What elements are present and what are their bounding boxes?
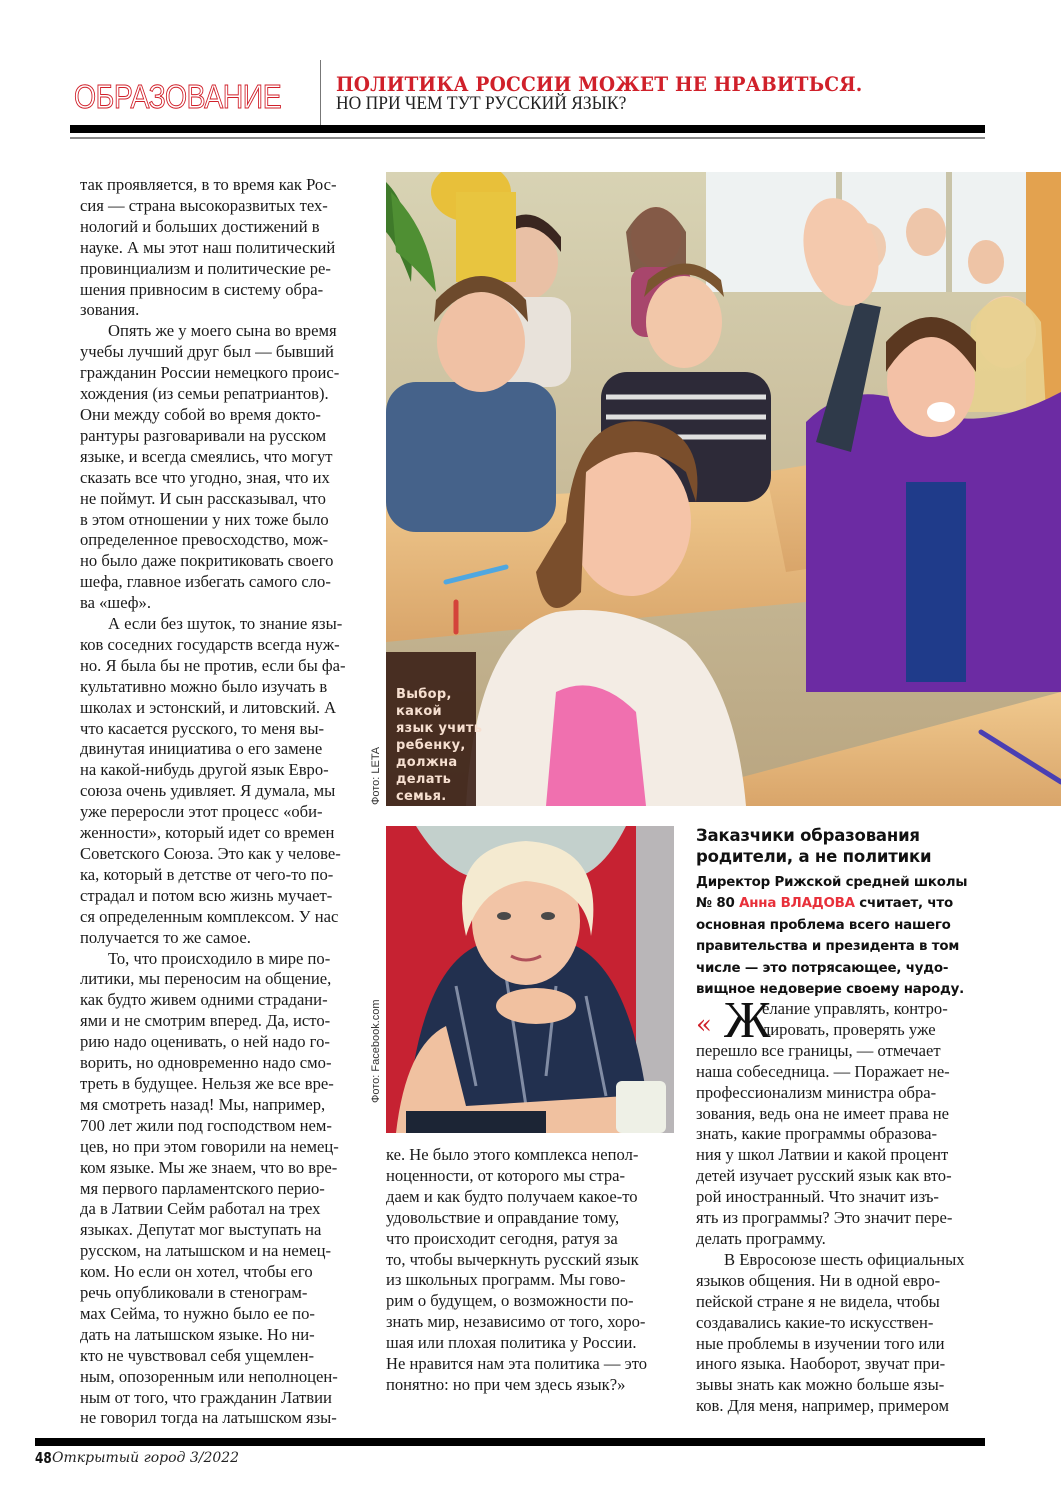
- text-line: В Евросоюзе шесть официальных: [724, 1249, 965, 1269]
- heading-line: родители, а не политики: [696, 847, 932, 866]
- text-line: ке. Не было этого комплекса непол-: [386, 1145, 639, 1164]
- text-line: шая или плохая политика у России.: [386, 1333, 637, 1353]
- text-line: удовольствие и оправдание тому,: [386, 1207, 620, 1227]
- text-line: ями и не смотрим вперед. Да, исто-: [80, 1011, 331, 1031]
- text-line: ков. Для меня, например, примером: [696, 1396, 949, 1416]
- text-line: языках. Депутат мог выступать на: [80, 1220, 322, 1240]
- text-line: хождения (из семьи репатриантов).: [80, 384, 329, 404]
- caption-line: Выбор,: [396, 687, 452, 702]
- text-line: ным от того, что гражданин Латвии: [80, 1387, 332, 1407]
- text-line: Не нравится нам эта политика — это: [386, 1354, 648, 1374]
- text-line: но было даже покритиковать своего: [80, 551, 334, 571]
- article-column-1: [80, 175, 370, 1429]
- text-line: школах и эстонский, и литовский. А: [80, 697, 337, 717]
- headline-line-2: НО ПРИ ЧЕМ ТУТ РУССКИЙ ЯЗЫК?: [336, 93, 627, 114]
- caption-line: ребенку,: [396, 738, 466, 753]
- photo-credit-leta: Фото: LETA: [370, 746, 382, 805]
- interview-lead: [696, 872, 967, 1000]
- classroom-photo: [386, 172, 1061, 806]
- director-photo: [386, 826, 674, 1133]
- text-line: шения привносим в систему обра-: [80, 279, 324, 299]
- photo-credit-facebook: Фото: Facebook.com: [370, 999, 382, 1103]
- text-line: понятно: но при чем здесь язык?»: [386, 1374, 626, 1394]
- page-number: 48: [35, 1449, 52, 1467]
- text-line: создавались какие-то искусствен-: [696, 1312, 934, 1332]
- text-line: мя первого парламентского перио-: [80, 1178, 325, 1198]
- text-line: в этом отношении у них тоже было: [80, 509, 329, 529]
- text-line: ком языке. Мы же знаем, что во вре-: [80, 1157, 338, 1177]
- paragraph: [80, 949, 370, 1430]
- text-line: пейской стране я не видела, чтобы: [696, 1291, 940, 1311]
- text-line: лировать, проверять уже: [762, 1019, 936, 1039]
- header-divider: [320, 60, 321, 126]
- section-title: ОБРАЗОВАНИЕ: [74, 78, 282, 115]
- text-line: профессионализм министра обра-: [696, 1082, 937, 1102]
- text-line: рой иностранный. Что значит изъ-: [696, 1187, 939, 1207]
- text-line: ком. Но если он хотел, чтобы его: [80, 1262, 313, 1282]
- paragraph: [80, 321, 370, 614]
- text-line: То, что происходило в мире по-: [108, 948, 331, 968]
- text-line: определенное превосходство, мож-: [80, 530, 329, 550]
- interviewee-name: Анна ВЛАДОВА: [739, 896, 855, 912]
- text-line: из школьных программ. Мы гово-: [386, 1270, 626, 1290]
- text-line: рантуры разговаривали на русском: [80, 425, 327, 445]
- lead-line: числе — это потрясающее, чудо-: [696, 960, 949, 976]
- text-line: языков общения. Ни в одной евро-: [696, 1270, 941, 1290]
- text-line: как будто живем одними страдани-: [80, 990, 328, 1010]
- paragraph: [696, 1250, 986, 1417]
- text-line: страдал и потом всю жизнь мучает-: [80, 885, 333, 905]
- text-line: то, чтобы вычеркнуть русский язык: [386, 1249, 639, 1269]
- text-line: знать, какие программы образова-: [696, 1124, 938, 1144]
- header-rule-thick: [70, 125, 985, 133]
- text-line: 700 лет жили под господством нем-: [80, 1115, 332, 1135]
- magazine-issue: Открытый город 3/2022: [52, 1450, 240, 1466]
- text-line: кто не чувствовал себя ущемлен-: [80, 1345, 315, 1365]
- lead-line: вищное недоверие своему народу.: [696, 982, 965, 998]
- caption-line: делать: [396, 772, 452, 787]
- text-line: наша собеседница. — Поражает не-: [696, 1061, 950, 1081]
- text-line: ка, который в детстве от чего-то по-: [80, 864, 334, 884]
- text-line: зования, ведь она не имеет права не: [696, 1103, 949, 1123]
- text-line: языке, и всегда смеялись, что могут: [80, 446, 333, 466]
- text-line: речь опубликовали в стенограм-: [80, 1283, 308, 1303]
- text-line: литики, мы переносим на общение,: [80, 969, 332, 989]
- school-number: № 80: [696, 896, 735, 912]
- text-line: зывы знать как можно больше язы-: [696, 1375, 945, 1395]
- text-line: мя смотреть назад! Мы, например,: [80, 1094, 326, 1114]
- paragraph: [80, 175, 370, 321]
- text-line: шефа, главное избегать самого сло-: [80, 572, 331, 592]
- text-line: ния у школ Латвии и какой процент: [696, 1145, 949, 1165]
- text-line: елание управлять, контро-: [762, 999, 948, 1018]
- text-line: ноценности, от которого мы стра-: [386, 1165, 626, 1185]
- header-rule-thin: [70, 137, 985, 139]
- article-column-2: [386, 1145, 676, 1396]
- classroom-illustration: [386, 172, 1061, 806]
- text-line: ворить, но одновременно надо смо-: [80, 1053, 332, 1073]
- footer-rule: [35, 1438, 985, 1446]
- lead-line: правительства и президента в том: [696, 939, 960, 955]
- text-line: ные проблемы в изучении того или: [696, 1333, 945, 1353]
- text-line: ным, опозоренным или неполноцен-: [80, 1366, 338, 1386]
- text-line: ять из программы? Это значит пере-: [696, 1208, 953, 1228]
- quote-opening: [696, 992, 986, 1049]
- text-line: двинутая инициатива о его замене: [80, 739, 323, 759]
- text-line: мах Сейма, то нужно было ее по-: [80, 1303, 315, 1323]
- text-line: провинциализм и политические ре-: [80, 258, 331, 278]
- text-line: что касается русского, то меня вы-: [80, 718, 325, 738]
- text-line: сия — страна высокоразвитых тех-: [80, 195, 328, 215]
- text-line: перешло все границы, — отмечает: [696, 1040, 941, 1060]
- text-line: рим о будущем, о возможности по-: [386, 1291, 634, 1311]
- text-line: что происходит сегодня, ратуя за: [386, 1228, 618, 1248]
- text-line: ва «шеф».: [80, 593, 151, 613]
- text-line: культативно можно было изучать в: [80, 676, 328, 696]
- text-line: рию надо оценивать, о ней надо го-: [80, 1032, 330, 1052]
- text-line: женности», который идет со времен: [80, 823, 335, 843]
- photo-caption: [396, 686, 482, 805]
- text-line: да в Латвии Сейм работал на трех: [80, 1199, 321, 1219]
- director-portrait-illustration: [386, 826, 674, 1133]
- lead-line: основная проблема всего нашего: [696, 917, 951, 933]
- article-column-3: [696, 992, 986, 1417]
- text-line: иного языка. Наоборот, звучат при-: [696, 1354, 946, 1374]
- text-line: сказать все что угодно, зная, что их: [80, 467, 330, 487]
- text-line: не поймут. И сын рассказывал, что: [80, 488, 326, 508]
- caption-line: язык учить: [396, 721, 483, 736]
- text-line: так проявляется, в то время как Рос-: [80, 175, 337, 194]
- heading-line: Заказчики образования: [696, 826, 920, 845]
- interview-heading: [696, 825, 931, 867]
- text-line: цев, но при этом говорили на немец-: [80, 1136, 339, 1156]
- lead-text: считает, что: [859, 896, 953, 912]
- text-line: получается то же самое.: [80, 927, 251, 947]
- text-line: делать программу.: [696, 1228, 826, 1248]
- paragraph: [80, 614, 370, 949]
- lead-line: Директор Рижской средней школы: [696, 875, 968, 890]
- text-line: даем и как будто получаем какое-то: [386, 1186, 638, 1206]
- lead-line: [696, 893, 967, 914]
- text-line: не говорил тогда на латышском язы-: [80, 1408, 337, 1428]
- text-line: но. Я была бы не против, если бы фа-: [80, 655, 346, 675]
- caption-line: должна: [396, 755, 458, 770]
- drop-cap: Ж: [724, 992, 771, 1049]
- caption-line: какой: [396, 704, 442, 719]
- text-line: зования.: [80, 300, 140, 320]
- headline-line-1: ПОЛИТИКА РОССИИ МОЖЕТ НЕ НРАВИТЬСЯ.: [336, 72, 863, 96]
- text-line: учебы лучший друг был — бывший: [80, 342, 334, 362]
- text-line: Опять же у моего сына во время: [108, 321, 337, 341]
- text-line: нологий и больших достижений в: [80, 216, 320, 236]
- text-line: Советского Союза. Это как у челове-: [80, 844, 341, 863]
- text-line: А если без шуток, то знание язы-: [108, 614, 343, 634]
- text-line: гражданин России немецкого проис-: [80, 363, 340, 383]
- text-line: Они между собой во время докто-: [80, 404, 321, 424]
- text-line: детей изучает русский язык как вто-: [696, 1166, 952, 1186]
- text-line: знать мир, независимо от того, хоро-: [386, 1312, 646, 1332]
- paragraph: [696, 1041, 986, 1250]
- text-line: русском, на латышском и на немец-: [80, 1241, 332, 1261]
- text-line: союза очень удивляет. Я думала, мы: [80, 781, 336, 801]
- paragraph: [386, 1145, 676, 1396]
- caption-line: семья.: [396, 789, 447, 804]
- text-line: ков соседних государств всегда нуж-: [80, 634, 340, 654]
- text-line: на какой-нибудь другой язык Евро-: [80, 760, 329, 780]
- text-line: ся определенным комплексом. У нас: [80, 906, 339, 926]
- quote-mark: «: [696, 1010, 712, 1040]
- text-line: дать на латышском языке. Но ни-: [80, 1324, 315, 1344]
- text-line: треть в будущее. Нельзя же все вре-: [80, 1073, 334, 1093]
- text-line: уже переросли этот процесс «оби-: [80, 802, 323, 822]
- text-line: науке. А мы этот наш политический: [80, 237, 336, 257]
